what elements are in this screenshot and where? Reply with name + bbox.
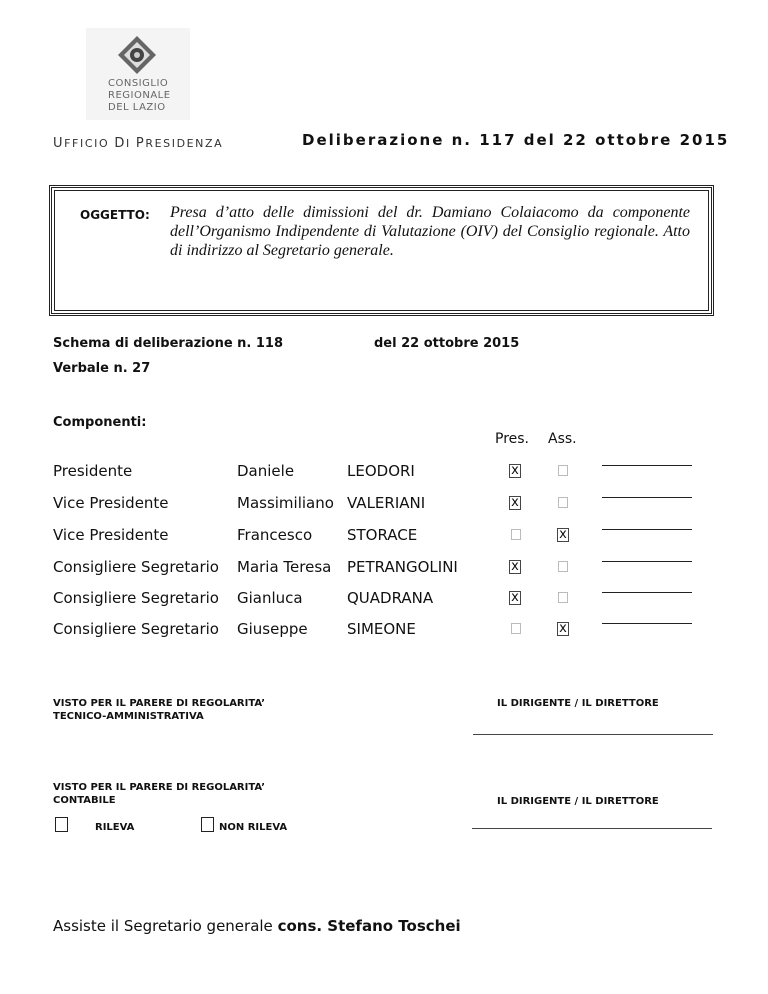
member-role: Consigliere Segretario <box>53 589 219 607</box>
componenti-label: Componenti: <box>53 415 147 430</box>
member-role: Presidente <box>53 462 133 480</box>
member-first-name: Daniele <box>237 462 295 480</box>
logo-text-line-1: CONSIGLIO <box>108 78 169 89</box>
member-role: Consigliere Segretario <box>53 620 219 638</box>
absent-checkbox: x <box>557 528 569 542</box>
absent-checkbox <box>558 497 568 508</box>
non-rileva-checkbox[interactable] <box>201 817 214 832</box>
member-last-name: PETRANGOLINI <box>347 558 458 576</box>
absent-checkbox <box>558 465 568 476</box>
non-rileva-label: NON RILEVA <box>219 822 288 833</box>
member-last-name: QUADRANA <box>347 589 434 607</box>
subject-text: Presa d’atto delle dimissioni del dr. Damiano Colaiacomo da componente dell’Organismo Indipendente di Valutazione (OIV) del Consiglio regionale. Atto di indirizzo al Segretario generale. <box>170 204 690 259</box>
present-checkbox <box>511 529 521 540</box>
member-last-name: STORACE <box>347 526 418 544</box>
signature-line <box>602 497 692 498</box>
member-first-name: Massimiliano <box>237 494 334 512</box>
pres-header: Pres. <box>495 431 530 447</box>
member-first-name: Gianluca <box>237 589 303 607</box>
member-first-name: Francesco <box>237 526 313 544</box>
rileva-checkbox[interactable] <box>55 817 68 832</box>
logo-text-line-3: DEL LAZIO <box>108 102 166 113</box>
schema-date: del 22 ottobre 2015 <box>374 336 520 351</box>
member-last-name: VALERIANI <box>347 494 426 512</box>
signature-line-dirigente-1 <box>473 734 713 735</box>
logo-text-line-2: REGIONALE <box>108 90 171 101</box>
visto-contabile-label: VISTO PER IL PARERE DI REGOLARITA’ CONTABILE <box>53 782 266 806</box>
member-role: Consigliere Segretario <box>53 558 219 576</box>
absent-checkbox: x <box>557 622 569 636</box>
present-checkbox: x <box>509 496 521 510</box>
present-checkbox: x <box>509 560 521 574</box>
absent-checkbox <box>558 592 568 603</box>
ass-header: Ass. <box>548 431 577 447</box>
schema-line: Schema di deliberazione n. 118 <box>53 336 284 351</box>
member-role: Vice Presidente <box>53 526 169 544</box>
member-role: Vice Presidente <box>53 494 169 512</box>
verbale-line: Verbale n. 27 <box>53 361 151 376</box>
signature-line <box>602 465 692 466</box>
signature-line <box>602 529 692 530</box>
council-emblem-icon <box>116 34 158 76</box>
present-checkbox: x <box>509 464 521 478</box>
member-last-name: LEODORI <box>347 462 415 480</box>
dirigente-label-2: IL DIRIGENTE / IL DIRETTORE <box>497 796 659 807</box>
member-first-name: Giuseppe <box>237 620 308 638</box>
member-first-name: Maria Teresa <box>237 558 332 576</box>
dirigente-label-1: IL DIRIGENTE / IL DIRETTORE <box>497 698 659 709</box>
signature-line-dirigente-2 <box>472 828 712 829</box>
signature-line <box>602 561 692 562</box>
office-name: UFFICIO DI PRESIDENZA <box>53 136 224 151</box>
present-checkbox <box>511 623 521 634</box>
signature-line <box>602 592 692 593</box>
rileva-label: RILEVA <box>95 822 135 833</box>
signature-line <box>602 623 692 624</box>
member-last-name: SIMEONE <box>347 620 416 638</box>
present-checkbox: x <box>509 591 521 605</box>
subject-label: OGGETTO: <box>80 208 150 222</box>
deliberation-title: Deliberazione n. 117 del 22 ottobre 2015 <box>302 131 730 149</box>
footer-segretario: Assiste il Segretario generale cons. Stefano Toschei <box>53 917 461 935</box>
visto-tecnico-label: VISTO PER IL PARERE DI REGOLARITA’ TECNICO-AMMINISTRATIVA <box>53 698 266 722</box>
absent-checkbox <box>558 561 568 572</box>
